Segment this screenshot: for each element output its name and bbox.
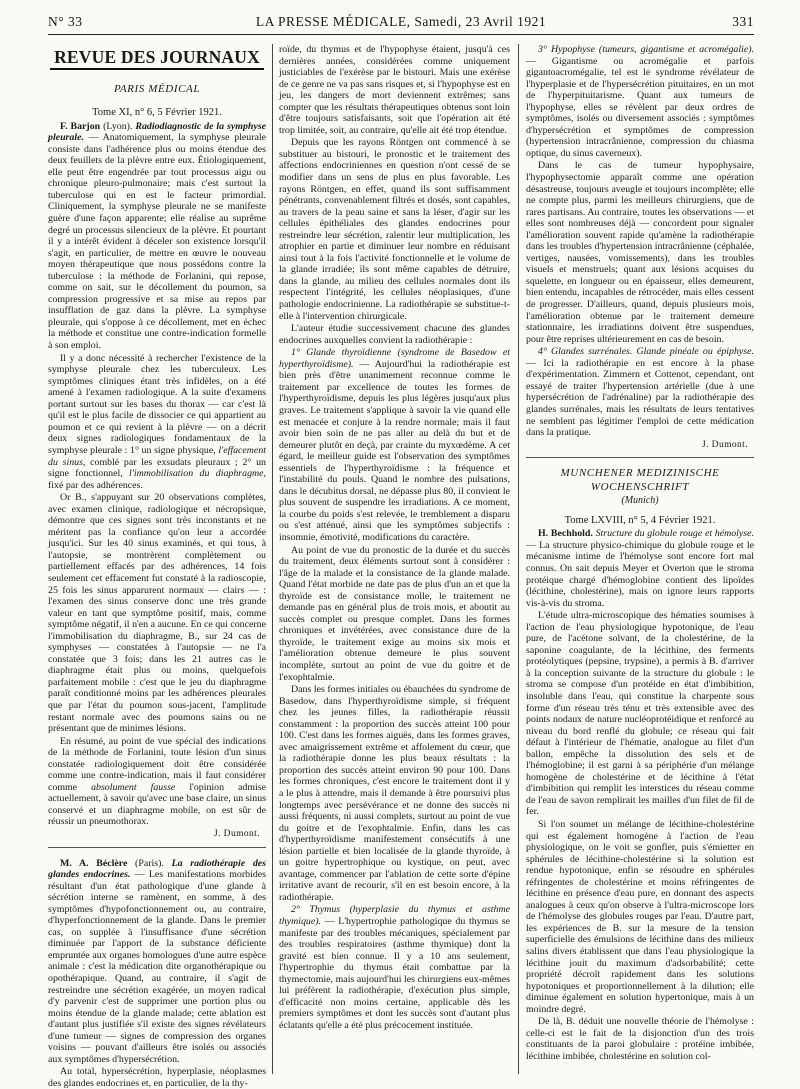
page-number: 331 bbox=[732, 14, 754, 29]
article-separator bbox=[526, 457, 754, 458]
text: , comblé par les exsudats pleuraux ; 2° un signe fonctionnel, bbox=[48, 456, 266, 480]
tome-line: Tome LXVIII, n° 5, 4 Février 1921. bbox=[564, 514, 716, 526]
text: En résumé, au point de vue spécial des indications de la méthode de Forlanini, toute lésion d'un sinus constatée radiologiquement doit être considérée comme une contre-indication, mais il faut considérer comme bbox=[48, 735, 266, 793]
column-divider-1 bbox=[272, 44, 273, 1074]
header-rule bbox=[48, 34, 754, 35]
paragraph: — Anatomiquement, la symphyse pleurale consiste dans l'adhérence plus ou moins étendue des deux feuillets de la plèvre entre eux. Étiologiquement, elle peut être engendrée par tout processus aigu ou chronique pleuro-pulmonaire; mais c'est surtout la tuberculose qui en est le facteur primordial. Cliniquement, la symphyse pleurale ne se manifeste guère d'une façon apparente; elle réalise au suprême degré un processus silencieux de la plèvre. Et pourtant il y a intérêt évident à déceler son existence lorsqu'il s'agit, en particulier, de mettre en œuvre le nouveau moyen thérapeutique que nous possédons contre la tuberculose : la méthode de Forlanini, qui repose, comme on sait, sur le décollement du poumon, sa compression progressive et sa mise au repos par insufflation de gaz dans la plèvre. La symphyse pleurale, qui s'oppose à ce décollement, met en échec la méthode et constitue une contre-indication formelle à son emploi. bbox=[48, 132, 266, 352]
author-city: (Paris). bbox=[127, 857, 172, 869]
subheading: 2° Thymus (hyperplasie du thymus et asthme thymique). bbox=[279, 904, 510, 928]
author: F. Barjon bbox=[60, 120, 101, 132]
text: , fixé par des adhérences. bbox=[48, 468, 266, 491]
column-2 bbox=[279, 44, 510, 1074]
paragraph bbox=[48, 736, 266, 828]
article-beclere bbox=[48, 858, 266, 1066]
subheading: 3° Hypophyse (tumeurs, gigantisme et acromégalie). bbox=[538, 44, 754, 55]
paragraph: De là, B. déduit une nouvelle théorie de l'hémolyse : celle-ci est le fait de la disjonction d'un des trois constituants de la paroi globulaire : protéine imbibée, lécithine imbibée, cholestérine en solution col- bbox=[526, 1016, 754, 1062]
paragraph-thyroid bbox=[279, 347, 510, 543]
article-title: Structure du globule rouge et hémolyse. bbox=[595, 528, 755, 540]
paragraph: Depuis que les rayons Röntgen ont commencé à se substituer au bistouri, le pronostic et le traitement des affections endocriniennes en question n'ont cessé de se modifier dans un sens de plus en plus favorable. Les rayons Röntgen, en effet, quand ils sont suffisamment pénétrants, convenablement filtrés et dosés, sont capables, au travers de la peau saine et sans la léser, d'agir sur les cellules épithéliales des glandes endocrines pour restreindre leur sécrétion, ralentir leur multiplication, les atrophier en partie et diminuer leur nombre en réduisant ainsi tout à la fois l'activité fonctionnelle et le volume de la glande irradiée; ils sont même capables de détruire, dans la glande, au milieu des cellules normales dont ils respectent l'intégrité, les cellules néoplasiques, d'une pathologie endocrinienne. La radiothérapie se substitue-t-elle à l'intervention chirurgicale. bbox=[279, 137, 510, 322]
column-3 bbox=[526, 44, 754, 1074]
author: H. Bechhold. bbox=[538, 528, 593, 540]
signature: J. Dumont. bbox=[702, 439, 748, 450]
subheading: 1° Glande thyroïdienne (syndrome de Basedow et hyperthyroïdisme). bbox=[279, 347, 510, 370]
journal-name-paris-medical: PARIS MÉDICAL bbox=[113, 82, 201, 95]
paragraph bbox=[48, 353, 266, 492]
journal-name-line-2: WOCHENSCHRIFT bbox=[590, 480, 690, 493]
issue-number: N° 33 bbox=[48, 14, 83, 29]
emphasis: l'effacement du sinus bbox=[48, 444, 266, 468]
section-rule bbox=[50, 68, 264, 70]
tome-line: Tome XI, n° 6, 5 Février 1921. bbox=[92, 107, 222, 119]
paragraph: roïde, du thymus et de l'hypophyse étaient, jusqu'à ces dernières années, considérées comme uniquement justiciables de l'exérèse par le bistouri. Mais une exérèse de ce genre ne va pas sans risques et, si l'hypophyse est en jeu, les dangers de mort deviennent extrêmes; sans compter que les résultats thérapeutiques obtenus sont loin d'être toujours satisfaisants, soit que l'opération ait été trop limitée, soit, au contraire, qu'elle ait été trop étendue. bbox=[279, 44, 510, 136]
text: — Aujourd'hui la radiothérapie est bien près d'être unanimement reconnue comme le traitement par excellence de toutes les formes de l'hyperthyroïdisme, depuis les plus légères jusqu'aux plus graves. Le traitement s'applique à savoir la vie quand elle est menacée et conjure à la rendre normale; mais il faut avoir bien soin de ne pas aller au delà du but et de demeurer plutôt en deçà, par crainte du myxœdème. A cet égard, le meilleur guide est l'observation des symptômes essentiels de l'hyperthyroïdisme : la fréquence et l'instabilité du pouls. Quand le nombre des pulsations, dans le décubitus dorsal, ne dépasse plus 80, il convient le plus souvent de suspendre les irradiations. A ce moment, la courbe du poids s'est relevée, le tremblement a disparu ou s'est atténué, ainsi que les symptômes subjectifs : insomnie, émotivité, modifications du caractère. bbox=[279, 358, 510, 543]
paragraph: Dans le cas de tumeur hypophysaire, l'hypophysectomie apparaît comme une opération désastreuse, toujours aveugle et toujours incomplète; elle ne compte plus, parmi les meilleurs chirurgiens, que de rares partisans. Au contraire, toutes les observations — et elles sont nombreuses déjà — concordent pour signaler l'amélioration souvent rapide qu'amène la radiothérapie dans les troubles d'hypertension intracrânienne (céphalée, vertiges, nausées, vomissements), dans les troubles visuels et menstruels; quant aux lésions acquises du squelette, en longueur ou en épaisseur, elles demeurent, bien entendu, incapables de rétrocéder, mais elles cessent de progresser. D'ailleurs, quand, depuis plusieurs mois, l'amélioration obtenue par le traitement demeure stationnaire, les irradiations doivent être suspendues, pour être reprises ultérieurement en cas de besoin. bbox=[526, 160, 754, 345]
text: Il y a donc nécessité à rechercher l'existence de la symphyse pleurale chez les tuberculeux. Les symptômes cliniques étant très infidèles, on a été amené à l'examen radiologique. A la suite d'examens portant surtout sur les bases du thorax — car c'est là qu'il est le plus facile de dissocier ce qui appartient au poumon et ce qui revient à la plèvre — on a décrit deux signes radiologiques fondamentaux de la symphyse pleurale : 1° un signe physique, bbox=[48, 352, 266, 456]
paragraph: Dans les formes initiales ou ébauchées du syndrome de Basedow, dans l'hyperthyroïdisme simple, si fréquent chez les jeunes filles, la radiothérapie réussit constamment : la proportion des succès atteint 100 pour 100. C'est dans les formes aiguës, dans les formes graves, avec amaigrissement extrême et affolement du cœur, que la radiothérapie donne les plus beaux résultats : la proportion des succès atteint environ 90 pour 100. Dans les formes chroniques, c'est encore le traitement dont il y a le plus à attendre, mais il demande à être poursuivi plus longtemps avec persévérance et ne donne des succès ni aussi fréquents, ni aussi complets, surtout au point de vue du goitre et de l'exophtalmie. Enfin, dans les cas d'hyperthyroïdisme manifestement consécutifs à une lésion partielle et bien localisée de la glande thyroïde, à un goitre hypertrophique ou kystique, on peut, avec avantage, commencer par l'ablation de cette sorte d'épine irritative avant de recourir, s'il en est besoin encore, à la radiothérapie. bbox=[279, 684, 510, 903]
paragraph-surrenales bbox=[526, 346, 754, 438]
running-header bbox=[48, 14, 754, 36]
text: l'opinion admise actuellement, à savoir qu'avec une base claire, un sinus conservé et un diaphragme mobile, on est sûr de réussir un pneumothorax. bbox=[48, 781, 266, 828]
journal-name-line-1: MUNCHENER MEDIZINISCHE bbox=[560, 467, 720, 480]
journal-city: (Munich) bbox=[621, 495, 659, 507]
paragraph-hypophyse bbox=[526, 44, 754, 159]
author: M. A. Béclère bbox=[60, 857, 128, 869]
paragraph: L'auteur étudie successivement chacune des glandes endocrines auxquelles convient la radiothérapie : bbox=[279, 323, 510, 346]
paragraph: Or B., s'appuyant sur 20 observations complètes, avec examen clinique, radiologique et nécropsique, démontre que ces signes sont très inconstants et ne méritent pas la confiance qu'on leur a accordée jusqu'ici. Sur les 40 sinus examinés, et qui tous, à l'autopsie, se montrèrent complètement ou partiellement effacés par des adhérences, 14 fois seulement cet effacement fut constaté à la radioscopie, 25 fois les sinus apparurent normaux — clairs — : l'examen des sinus conserve donc une très grande valeur en tant que symptôme positif, mais, comme symptôme négatif, il n'en a aucune. En ce qui concerne l'immobilisation du diaphragme, B., sur 24 cas de symphyses — constatées à l'autopsie — ne l'a constatée que 3 fois; dans les 21 autres cas le diaphragme était plus ou moins, quelquefois parfaitement mobile : c'est que le jeu du diaphragme paraît conditionné moins par les adhérences pleurales que par l'état du poumon sous-jacent, l'amplitude restant normale avec des poumons sains ou ne présentant que de minimes lésions. bbox=[48, 492, 266, 735]
column-1 bbox=[48, 44, 267, 1089]
paragraph-thymus bbox=[279, 904, 510, 1031]
emphasis: l'immobilisation du diaphragme bbox=[129, 468, 264, 480]
section-title: REVUE DES JOURNAUX bbox=[54, 47, 260, 67]
subheading: 4° Glandes surrénales. Glande pinéale ou épiphyse. bbox=[538, 346, 754, 358]
article-title: La radiothérapie des glandes endocrines. bbox=[48, 857, 267, 881]
article-barjon bbox=[48, 121, 266, 352]
paragraph: Si l'on soumet un mélange de lécithine-cholestérine qui est également homogène à l'action de l'eau physiologique, on le voit se gonfler, puis s'émietter en sphérules de lécithine-cholestérine si la solution est rendue hypotonique, enfin se résoudre en sphérules réfringentes de cholestérine et moins réfringentes de lécithine en présence d'eau pure, en donnant des aspects analogues à ceux qu'on observe à l'ultra-microscope lors de l'hémolyse des globules rouges par l'eau. D'autre part, les expériences de B. sur la mesure de la tension superficielle des émulsions de lécithine dans des milieux salins divers établissent que dans l'eau physiologique la lécithine jouit du maximum d'adsorbabilité; cette propriété décroît rapidement dans les solutions hypotoniques et proportionnellement à la dilution; elle diminue également en solution hypertonique, mais à un moindre degré. bbox=[526, 819, 754, 1015]
paragraph: L'étude ultra-microscopique des hématies soumises à l'action de l'eau physiologique hypotonique, de l'eau pure, de l'acétone solvant, de la cholestérine, de la saponine coagulante, de la lécithine, des ferments protéolytiques (pepsine, trypsine), a permis à B. d'arriver à la conception suivante de la structure du globule : le stroma se compose d'un protéide en état d'imbibition, insoluble dans l'eau, qui constitue la charpente sous forme d'un réseau très ténu et très extensible avec des points nodaux de nature nucléoprotéidique et renforcé au niveau du bord renflé du globule; ce réseau qui fait défaut à l'intérieur de l'hématie, analogue au filet d'un ballon, empêche la dissolution des sels et de l'hémoglobine; il est garni à sa périphérie d'un mélange homogène de cholestérine et de lécithine à l'état d'imbibition qui remplit les interstices du réseau comme de l'eau de savon remplirait les mailles d'un filet de fil de fer. bbox=[526, 610, 754, 818]
author-city: (Lyon). bbox=[100, 120, 136, 132]
text: — Gigantisme ou acromégalie et parfois gigantoacromégalie, tel est le syndrome révélateur de l'hyperplasie et de l'hypersécrétion pituitaires, en un mot de l'hyperpituitarisme. Quant aux tumeurs de l'hypophyse, elles se révèlent par deux ordres de symptômes, isolés ou diversement associés : symptômes d'hypersécrétion et symptômes de compression (hypertension intracrânienne, compression du chiasma optique, du sinus caverneux). bbox=[526, 55, 754, 159]
article-separator bbox=[48, 847, 266, 848]
journal-header-title: LA PRESSE MÉDICALE, Samedi, 23 Avril 1921 bbox=[255, 14, 547, 29]
text: — L'hypertrophie pathologique du thymus se manifeste par des troubles mécaniques, spécialement par des troubles respiratoires (asthme thymique) dont la gravité est bien connue. Il y a 10 ans seulement, l'hypertrophie du thymus était combattue par la thymectomie, mais aujourd'hui les chirurgiens eux-mêmes lui préfèrent la radiothérapie, d'exécution plus simple, d'efficacité non moins certaine, applicable dès les premiers symptômes et dont les succès sont d'autant plus éclatants qu'elle a été plus précocement instituée. bbox=[279, 916, 510, 1031]
paragraph: Au point de vue du pronostic de la durée et du succès du traitement, deux éléments surtout sont à considérer : l'âge de la malade et la consistance de la glande malade. Quand l'état morbide ne date pas de plus d'un an et que la thyroïde est de consistance molle, le traitement ne demande pas en général plus de trois mois, et aboutit au succès complet ou presque complet. Dans les formes chroniques et invétérées, avec consistance dure de la thyroïde, le traitement exige au moins six mois et l'amélioration obtenue demeure le plus souvent incomplète, surtout au point de vue du goitre et de l'exophtalmie. bbox=[279, 544, 510, 683]
signature: J. Dumont. bbox=[214, 829, 260, 839]
text: — La structure physico-chimique du globule rouge et le mécanisme intime de l'hémolyse sont encore fort mal connus. On sait depuis Meyer et Overton que le stroma protéique chargé d'hémoglobine contient des lipoïdes (lécithine, cholestérine), mais on ignore leurs rapports vis-à-vis du stroma. bbox=[526, 539, 754, 609]
paragraph: Au total, hypersécrétion, hyperplasie, néoplasmes des glandes endocrines et, en particulier, de la thy- bbox=[48, 1066, 266, 1089]
paragraph: — Les manifestations morbides résultant d'un état pathologique d'une glande à sécrétion interne se ramènent, en somme, à des symptômes d'hypofonctionnement ou, au contraire, d'hyperfonctionnement de la glande. Dans le premier cas, on supplée à l'insuffisance d'une sécrétion diminuée par l'apport de la substance déficiente empruntée aux organes homologues d'une autre espèce animale : c'est la médication dite organothérapique ou opothérapique. Quand, au contraire, il s'agit de restreindre une sécrétion exagérée, un moyen radical d'y parvenir c'est de supprimer une portion plus ou moins étendue de la glande malade; cette ablation est d'autant plus justifiée s'il existe des signes révélateurs d'une tumeur — signes de compression des organes voisins — pouvant d'ailleurs être isolés ou associés aux symptômes d'hypersécrétion. bbox=[48, 869, 266, 1065]
article-title: Radiodiagnostic de la symphyse pleurale. bbox=[48, 120, 266, 144]
text: — Ici la radiothérapie en est encore à la phase d'expérimentation. Zimmern et Cottenot, cependant, ont essayé de traiter l'hypertension artérielle (due à une hypersécrétion de l'adrénaline) par la radiothérapie des glandes surrénales, mais les résultats de leurs tentatives ne semblent pas légitimer l'emploi de cette médication dans la pratique. bbox=[526, 357, 754, 439]
article-bechhold bbox=[526, 528, 754, 609]
emphasis: absolument fausse bbox=[91, 781, 176, 793]
column-divider-2 bbox=[518, 44, 519, 1074]
